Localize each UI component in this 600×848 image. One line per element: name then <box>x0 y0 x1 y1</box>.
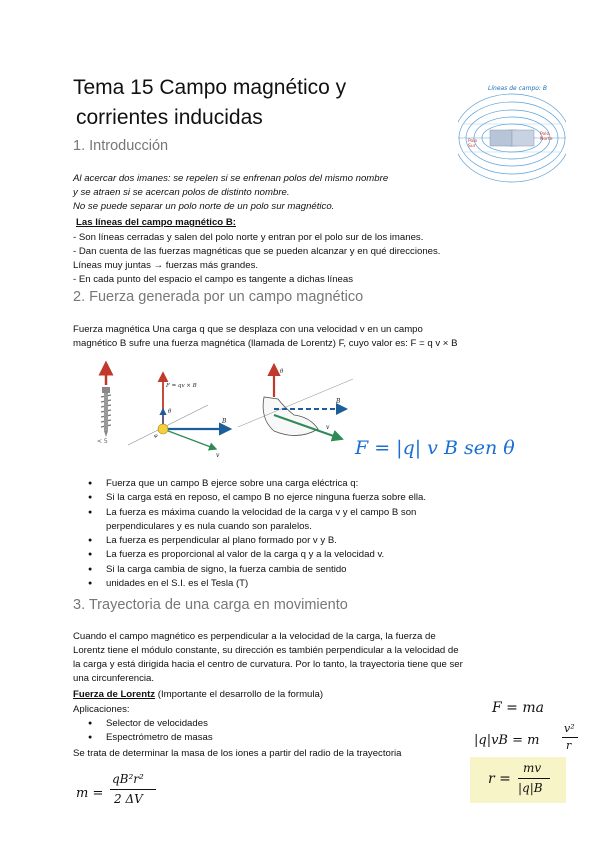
force-para-line-2: magnético B sufre una fuerza magnética (llamada de Lorentz) F, cuyo valor es: F = q v × B <box>73 338 458 349</box>
b-label: B <box>222 418 227 425</box>
list-item: ● Si la carga cambia de signo, la fuerza cambia de sentido <box>88 563 426 577</box>
screw-icon <box>97 363 111 445</box>
formula-qvb: |q|vB = m v² r <box>474 722 584 756</box>
intro-line-3: No se puede separar un polo norte de un polo sur magnético. <box>73 201 335 212</box>
applications-list <box>88 717 213 746</box>
field-point-2: - Dan cuenta de las fuerzas magnéticas que se pueden alcanzar y en qué direcciones. <box>73 246 441 257</box>
trajectory-para-line-2: Lorentz tiene el módulo constante, su dirección es también perpendicular a la velocidad de <box>73 645 459 656</box>
svg-text:v: v <box>326 424 330 431</box>
svg-text:θ: θ <box>280 369 284 375</box>
mass-formula: m = qB²r² 2 ΔV <box>76 772 166 812</box>
highlighted-radius-formula: r = mv |q|B <box>470 757 566 803</box>
lorentz-bold: Fuerza de Lorentz <box>73 689 156 700</box>
list-item-continuation: perpendiculares y es nula cuando son paralelos. <box>106 520 312 532</box>
trajectory-para-line-3: la carga y está dirigida hacia el centro de curvatura. Por lo tanto, la trayectoria tiene que ser <box>73 659 463 670</box>
figure-title: Líneas de campo: B <box>488 85 547 92</box>
theta-label: θ <box>168 409 172 415</box>
force-bullets <box>88 477 426 591</box>
lorentz-magnitude-formula: F = |q| v B sen θ <box>355 437 515 459</box>
page-title-line2: corrientes inducidas <box>76 106 263 129</box>
list-item: ● Si la carga está en reposo, el campo B no ejerce ninguna fuerza sobre ella. <box>88 491 426 505</box>
intro-line-2: y se atraen si se acercan polos de distinto nombre. <box>73 187 290 198</box>
svg-text:Sur: Sur <box>468 144 476 149</box>
applications-label: Aplicaciones: <box>73 704 130 715</box>
list-item: ● Espectrómetro de masas <box>88 731 213 745</box>
vector-frame <box>128 373 230 459</box>
section3-heading: 3. Trayectoria de una carga en movimiento <box>73 597 348 613</box>
lorentz-note: (Importante el desarrollo de la formula) <box>155 689 324 700</box>
magnetic-field-figure <box>458 82 566 190</box>
list-item: ● La fuerza es máxima cuando la velocidad de la carga v y el campo B son <box>88 506 426 520</box>
field-point-3: Líneas muy juntas → fuerzas más grandes. <box>73 260 259 271</box>
list-item: ● Selector de velocidades <box>88 717 213 731</box>
south-pole-label: Polo <box>468 139 478 144</box>
force-label: F = qv × B <box>166 383 197 389</box>
lorentz-line <box>73 688 323 702</box>
section1-heading: 1. Introducción <box>73 138 169 154</box>
v-label: v <box>216 452 220 459</box>
svg-text:Norte: Norte <box>540 137 553 142</box>
field-lines-subheading: Las líneas del campo magnético B: <box>76 217 236 228</box>
force-diagram <box>88 357 358 469</box>
mass-line: Se trata de determinar la masa de los iones a partir del radio de la trayectoria <box>73 748 402 759</box>
force-para-line-1: Fuerza magnética Una carga q que se desplaza con una velocidad v en un campo <box>73 324 423 335</box>
list-item: ● La fuerza es proporcional al valor de la carga q y a la velocidad v. <box>88 548 426 562</box>
list-item: ● unidades en el S.I. es el Tesla (T) <box>88 577 426 591</box>
force-diagram-svg <box>88 357 358 469</box>
page-title-line1: Tema 15 Campo magnético y <box>73 76 347 99</box>
trajectory-para-line-1: Cuando el campo magnético es perpendicular a la velocidad de la carga, la fuerza de <box>73 631 436 642</box>
list-item: ● La fuerza es perpendicular al plano formado por v y B. <box>88 534 426 548</box>
formula-f-ma: F = ma <box>492 700 544 716</box>
trajectory-para-line-4: una circunferencia. <box>73 673 155 684</box>
north-pole-label: Polo <box>540 132 550 137</box>
field-point-4: - En cada punto del espacio el campo es tangente a dichas líneas <box>73 274 354 285</box>
field-point-1: - Son líneas cerradas y salen del polo norte y entran por el polo sur de los imanes. <box>73 232 424 243</box>
screw-label: < 5 <box>97 438 108 445</box>
svg-text:B: B <box>336 398 341 405</box>
list-item: ● Fuerza que un campo B ejerce sobre una carga eléctrica q: <box>88 477 426 491</box>
right-hand-rule <box>238 365 353 439</box>
angle-label: φ <box>154 433 158 439</box>
field-lines-svg <box>458 82 566 190</box>
section2-heading: 2. Fuerza generada por un campo magnético <box>73 289 364 305</box>
intro-line-1: Al acercar dos imanes: se repelen si se enfrenan polos del mismo nombre <box>73 173 389 184</box>
